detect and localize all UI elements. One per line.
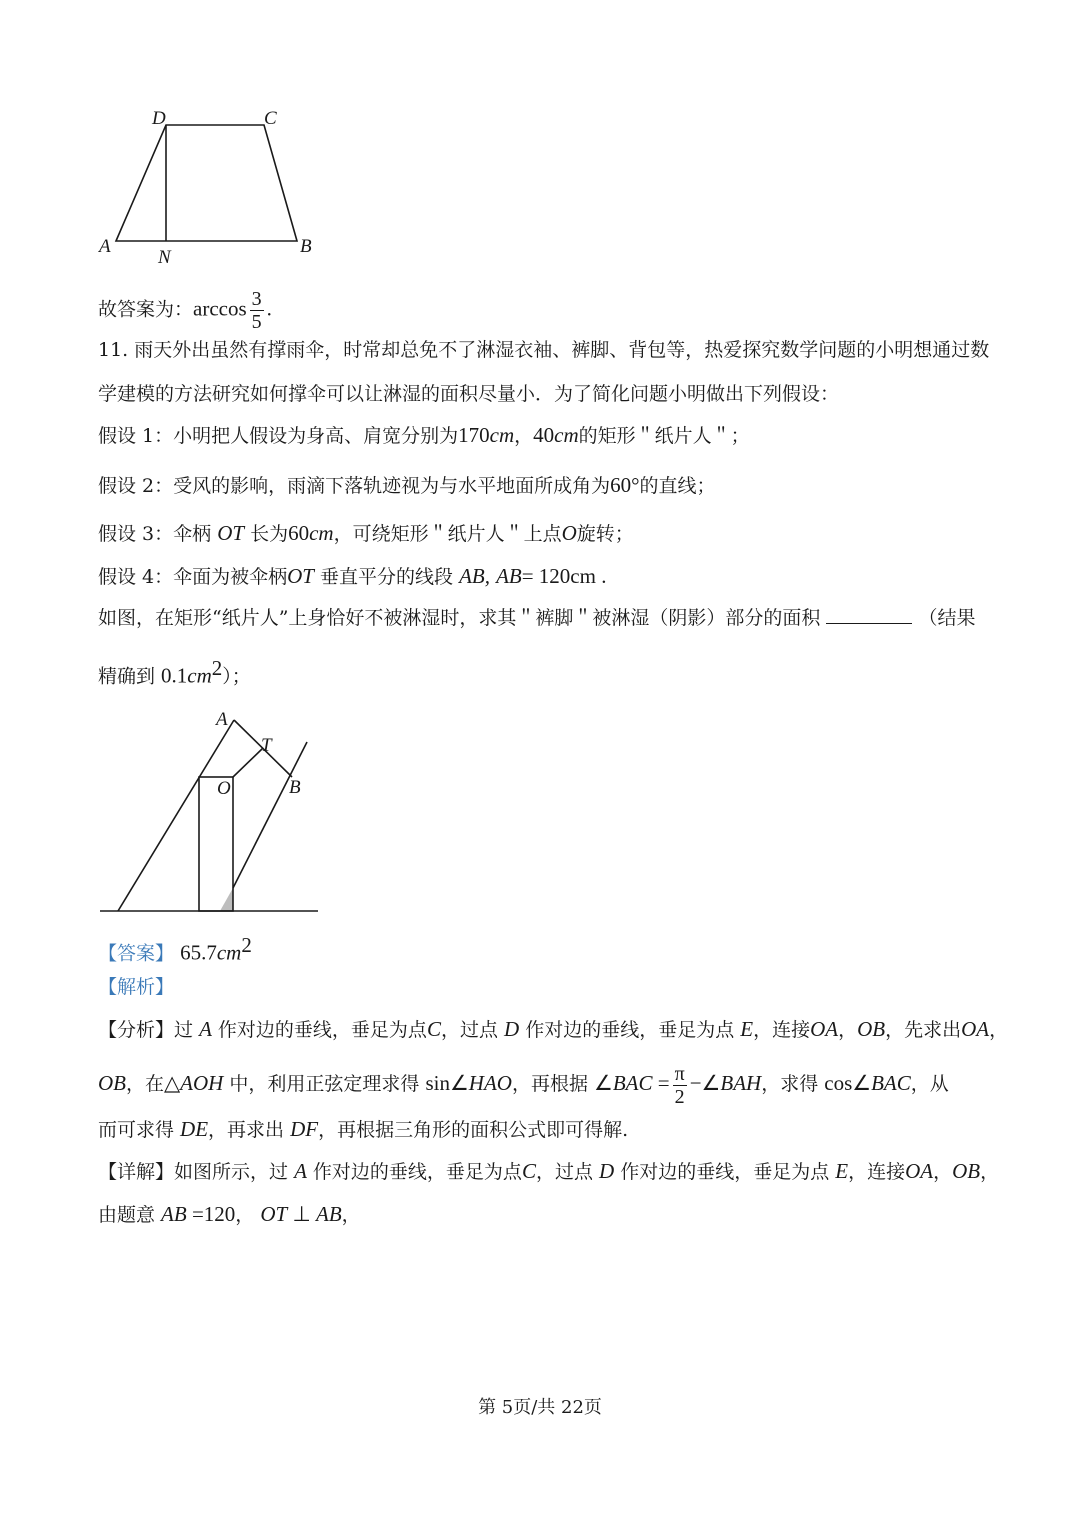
arccos-func: arccos	[193, 296, 247, 321]
text-segment: 中，利用正弦定理求得	[223, 1073, 426, 1095]
answer-blank	[826, 607, 912, 624]
assumption-3: 假设 3：伞柄 OT 长为60cm，可绕矩形＂纸片人＂上点O旋转；	[98, 521, 634, 545]
math-symbol: AB	[161, 1202, 187, 1226]
text-segment: ，	[341, 1204, 361, 1226]
text-segment: 如图所示，过	[174, 1161, 295, 1183]
text-segment: ∠	[594, 1071, 613, 1095]
text-segment: ，	[838, 1019, 858, 1041]
text-segment: ，再根据三角形的面积公式即可得解.	[318, 1119, 629, 1141]
math-symbol: A	[294, 1159, 307, 1183]
assumption-1: 假设 1：小明把人假设为身高、肩宽分别为170cm，40cm的矩形＂纸片人＂；	[98, 423, 750, 447]
q11-line-2: 学建模的方法研究如何撑伞可以让淋湿的面积尽量小．为了简化问题小明做出下列假设：	[98, 383, 840, 405]
label-A: A	[99, 236, 111, 257]
label-B: B	[300, 236, 312, 257]
text-segment: ，连接	[848, 1161, 906, 1183]
answer-10: 故答案为：arccos $\frac{3}{5}$ .	[98, 288, 272, 333]
math-symbol: A	[199, 1017, 212, 1041]
text-segment: ，	[989, 1019, 1009, 1041]
xiangjie-line-1	[98, 1159, 999, 1184]
q11-line-1: 11. 雨天外出虽然有撑雨伞，时常却总免不了淋湿衣袖、裤脚、背包等，热爱探究数学问题的小明想通过数	[98, 339, 990, 361]
text-segment: 作对边的垂线，垂足为点	[211, 1019, 427, 1041]
math-symbol: D	[504, 1017, 520, 1041]
answer-tag: 【答案】	[98, 942, 175, 965]
label-O: O	[217, 778, 231, 799]
text-segment: =	[652, 1071, 670, 1095]
math-symbol: AB	[316, 1202, 342, 1226]
fenxi-line-2	[98, 1059, 949, 1107]
analysis-tag: 【解析】	[98, 976, 175, 998]
text-segment: ，从	[910, 1073, 949, 1095]
text-segment: =120	[186, 1202, 236, 1226]
text-run	[690, 1073, 949, 1095]
math-symbol: E	[740, 1017, 754, 1041]
assumption-2: 假设 2：受风的影响，雨滴下落轨迹视为与水平地面所成角为60°的直线；	[98, 473, 716, 497]
q11-ask-line-2: 精确到 $0.1cm^2$）；	[98, 656, 251, 688]
text-segment: −∠	[689, 1071, 721, 1095]
text-segment: 作对边的垂线，垂足为点	[519, 1019, 741, 1041]
text-segment: ，先求出	[885, 1019, 962, 1041]
text-segment: sin∠	[425, 1071, 469, 1095]
math-symbol: DE	[180, 1117, 209, 1141]
math-symbol: HAO	[468, 1071, 512, 1095]
text-segment: ，过点	[440, 1019, 504, 1041]
math-symbol: BAH	[720, 1071, 762, 1095]
text-segment: ，求得	[761, 1073, 825, 1095]
label-D: D	[152, 108, 166, 129]
text-segment: ，连接	[753, 1019, 811, 1041]
text-segment: ，在	[126, 1073, 165, 1095]
text-run	[174, 1019, 1008, 1041]
math-symbol: C	[426, 1017, 441, 1041]
answer-value: 65.7	[180, 940, 217, 965]
fraction-pi-over-2: $\frac{\pi}{2}$	[674, 1062, 685, 1108]
umbrella-figure	[96, 700, 326, 918]
math-symbol: BAC	[612, 1071, 653, 1095]
math-symbol: OB	[98, 1071, 126, 1095]
answer-line: 【答案】 $65.7cm^2$	[98, 933, 252, 965]
text-segment: ，	[933, 1161, 953, 1183]
xiangjie-line-2	[98, 1202, 361, 1227]
fraction-3-5: $\frac{3}{5}$	[251, 288, 262, 333]
label-C: C	[264, 108, 277, 129]
trapezoid-figure	[96, 100, 326, 272]
label-T: T	[261, 735, 272, 756]
text-segment: ，再根据	[511, 1073, 594, 1095]
math-symbol: OA	[810, 1017, 839, 1041]
math-symbol: OA	[961, 1017, 990, 1041]
text-run	[98, 1073, 670, 1095]
xiangjie-tag: 【详解】	[98, 1161, 175, 1183]
math-symbol: OB	[952, 1159, 981, 1183]
text-run	[98, 1204, 361, 1226]
math-symbol: OA	[905, 1159, 934, 1183]
text-segment: cos∠	[824, 1071, 872, 1095]
text-segment: 作对边的垂线，垂足为点	[614, 1161, 836, 1183]
math-symbol: OT	[260, 1202, 288, 1226]
math-symbol: OB	[857, 1017, 886, 1041]
text-segment: ，再求出	[208, 1119, 291, 1141]
math-symbol: AOH	[180, 1071, 224, 1095]
analysis-heading	[98, 975, 174, 999]
text-run	[174, 1161, 999, 1183]
text-segment: 作对边的垂线，垂足为点	[306, 1161, 522, 1183]
text-segment: ，	[235, 1204, 261, 1226]
fenxi-line-1	[98, 1017, 1008, 1042]
math-symbol: BAC	[871, 1071, 911, 1095]
fenxi-tag: 【分析】	[98, 1019, 175, 1041]
text-segment: ，过点	[535, 1161, 599, 1183]
q11-ask-line-1: 如图，在矩形“纸片人”上身恰好不被淋湿时，求其＂裤脚＂被淋湿（阴影）部分的面积 （结果	[98, 607, 976, 629]
answer-10-prefix: 故答案为：	[98, 298, 194, 321]
label-B: B	[289, 777, 301, 798]
text-segment: 而可求得	[98, 1119, 181, 1141]
math-symbol: DF	[290, 1117, 319, 1141]
text-run	[98, 1119, 628, 1141]
wet-region-shade	[220, 888, 233, 911]
text-segment: 由题意	[98, 1204, 162, 1226]
math-symbol: C	[521, 1159, 536, 1183]
math-symbol: E	[835, 1159, 849, 1183]
assumption-4: 假设 4：伞面为被伞柄OT 垂直平分的线段 AB, AB= 120cm .	[98, 564, 607, 588]
text-segment: △	[164, 1071, 181, 1095]
math-symbol: D	[599, 1159, 615, 1183]
text-segment: 过	[174, 1019, 200, 1041]
fenxi-line-3	[98, 1117, 628, 1142]
label-N: N	[158, 247, 171, 268]
text-segment: ，	[980, 1161, 1000, 1183]
label-A: A	[216, 709, 228, 730]
text-segment: ⊥	[287, 1202, 316, 1226]
page-footer: 第 5页/共 22页	[478, 1397, 602, 1418]
